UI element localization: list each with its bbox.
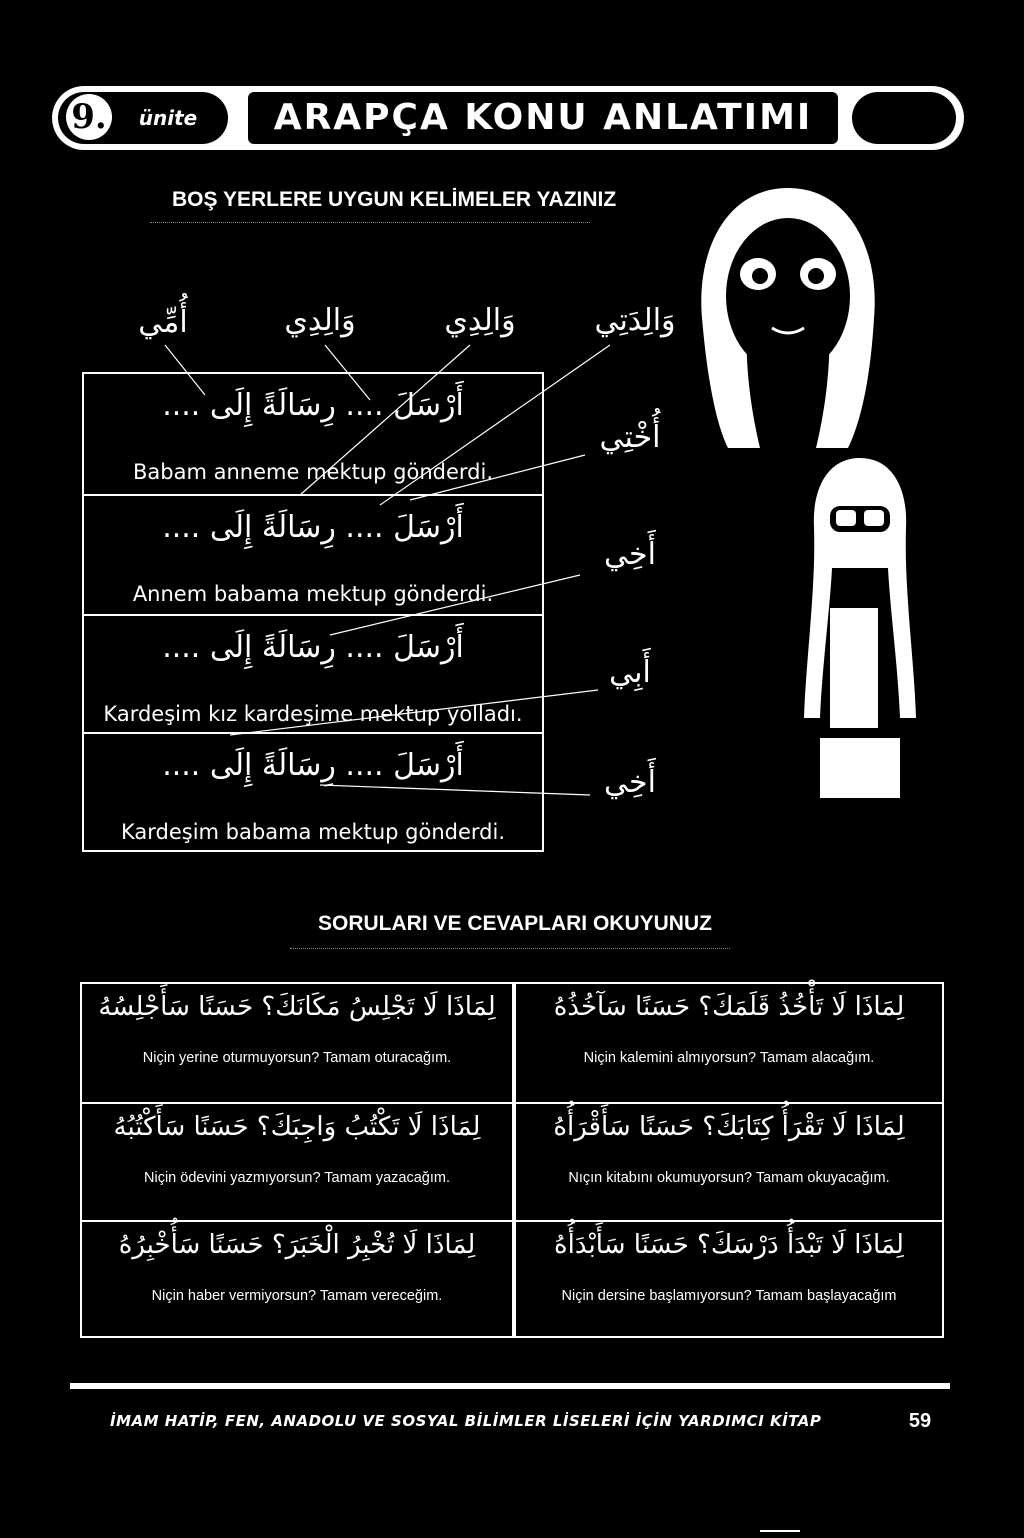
qa-cell [516,984,942,1102]
qa-turkish: Niçin ödevini yazmıyorsun? Tamam yazacağım. [144,1170,450,1186]
exercise-turkish: Kardeşim kız kardeşime mektup yolladı. [103,702,523,726]
exercise-row [84,614,542,734]
word-choice: أَخِي [604,765,656,800]
qa-turkish: Niçin haber vermiyorsun? Tamam vereceğim. [151,1288,443,1304]
qa-arabic: لِمَاذَا لَا تَبْدَأُ دَرْسَكَ؟ حَسَنًا سَأَبْدَأُهُ [554,1230,904,1260]
word-choice: وَالِدِي [284,303,356,338]
page-number: 59 [908,1410,932,1432]
exercise-arabic: أَرْسَلَ .... رِسَالَةً إِلَى .... [162,510,464,545]
qa-turkish: Niçin dersine başlamıyorsun? Tamam başlayacağım [561,1288,897,1304]
girl-illustration [688,188,888,448]
footer-divider [70,1383,950,1389]
footer-text: İMAM HATİP, FEN, ANADOLU VE SOSYAL BİLİMLER LİSELERİ İÇİN YARDIMCI KİTAP [110,1412,822,1430]
heading-divider [290,948,730,950]
word-choice: وَالِدَتِي [594,303,676,338]
woman-illustration [800,458,920,828]
exercise-arabic: أَرْسَلَ .... رِسَالَةً إِلَى .... [162,388,464,423]
exercise-row [84,494,542,614]
page-title: ARAPÇA KONU ANLATIMI [248,92,838,144]
qa-arabic: لِمَاذَا لَا تُخْبِرُ الْخَبَرَ؟ حَسَنًا سَأُخْبِرُهُ [118,1230,476,1260]
word-choice: أَبِي [609,655,651,690]
word-choice: أُخْتِي [599,420,661,455]
bottom-divider [760,1530,800,1532]
exercise-arabic: أَرْسَلَ .... رِسَالَةً إِلَى .... [162,748,464,783]
qa-cell [82,1102,512,1220]
qa-turkish: Nıçın kitabını okumuyorsun? Tamam okuyacağım. [568,1170,890,1186]
word-choice: وَالِدِي [444,303,516,338]
qa-arabic: لِمَاذَا لَا تَكْتُبُ وَاجِبَكَ؟ حَسَنًا سَأَكْتُبُهُ [113,1112,481,1142]
exercise-heading: BOŞ YERLERE UYGUN KELİMELER YAZINIZ [172,188,617,211]
exercise-arabic: أَرْسَلَ .... رِسَالَةً إِلَى .... [162,630,464,665]
qa-arabic: لِمَاذَا لَا تَقْرَأُ كِتَابَكَ؟ حَسَنًا سَأَقْرَأُهُ [553,1112,905,1142]
qa-turkish: Niçin yerine oturmuyorsun? Tamam oturacağım. [142,1050,452,1066]
qa-arabic: لِمَاذَا لَا تَأْخُذُ قَلَمَكَ؟ حَسَنًا سَآخُذُهُ [553,992,905,1022]
exercise-turkish: Annem babama mektup gönderdi. [132,582,494,606]
qa-turkish: Niçin kalemini almıyorsun? Tamam alacağım. [583,1050,875,1066]
exercise-turkish: Babam anneme mektup gönderdi. [133,460,493,484]
qa-cell [82,984,512,1102]
qa-cell [82,1220,512,1338]
qa-cell [516,1102,942,1220]
qa-cell [516,1220,942,1338]
qa-arabic: لِمَاذَا لَا تَجْلِسُ مَكَانَكَ؟ حَسَنًا سَأَجْلِسُهُ [98,992,496,1022]
unit-label: ünite [138,106,198,130]
exercise-row [84,374,542,494]
exercise-turkish: Kardeşim babama mektup gönderdi. [120,820,506,844]
qa-table-right [514,982,944,1338]
exercise-row [84,732,542,852]
word-choice: أَخِي [604,537,656,572]
exercise-box [82,372,544,852]
qa-heading: SORULARI VE CEVAPLARI OKUYUNUZ [318,912,712,935]
unit-number: 9. [66,94,112,140]
word-choice: أُمِّي [138,305,188,340]
qa-table-left [80,982,514,1338]
